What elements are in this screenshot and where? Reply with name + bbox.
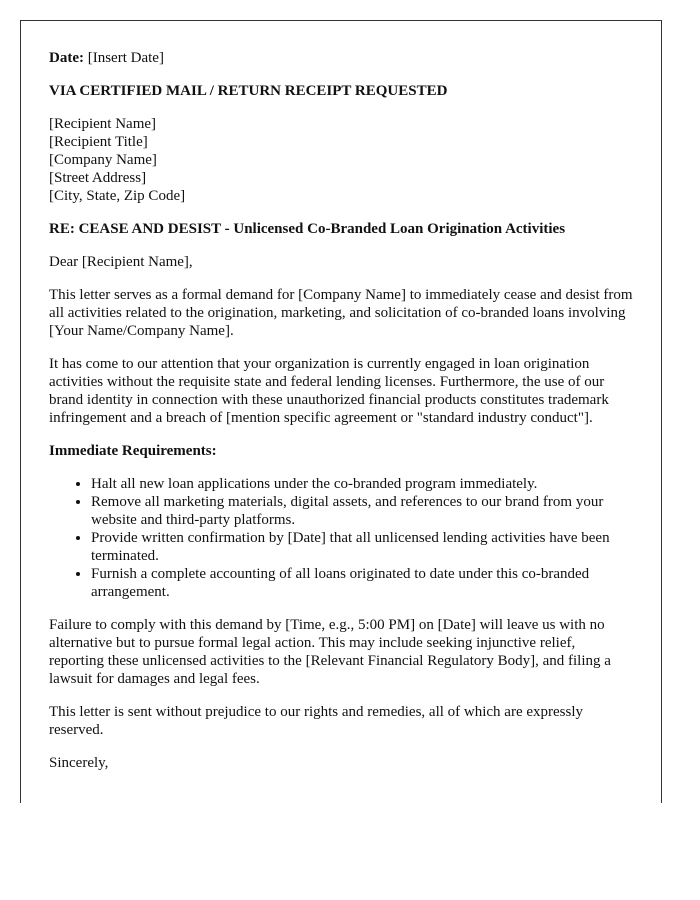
requirement-item: • Remove all marketing materials, digital assets, and references to our brand from your website and third-party platforms.	[91, 493, 633, 529]
paragraph-consequences: Failure to comply with this demand by [Time, e.g., 5:00 PM] on [Date] will leave us with no alternative but to pursue formal legal action. This may include seeking injunctive relief, reporting these unlicensed activities to the [Relevant Financial Regulatory Body], and filing a lawsuit for damages and legal fees.	[49, 617, 611, 687]
requirements-list	[49, 475, 633, 601]
date-label: Date:	[49, 50, 84, 66]
date-line	[49, 49, 633, 67]
recipient-city-state-zip: [City, State, Zip Code]	[49, 188, 186, 204]
date-value: [Insert Date]	[83, 50, 164, 66]
requirements-heading: Immediate Requirements:	[49, 443, 217, 459]
paragraph-violation: It has come to our attention that your organization is currently engaged in loan origination activities without the requisite state and federal lending licenses. Furthermore, the use of our brand identity in connection with these unauthorized financial products constitutes trademark infringement and a breach of [mention specific agreement or "standard industry conduct"].	[49, 356, 609, 426]
paragraph-demand: This letter serves as a formal demand for [Company Name] to immediately cease and desist from all activities related to the origination, marketing, and solicitation of co-branded loans involving [Your Name/Company Name].	[49, 287, 633, 339]
recipient-company: [Company Name]	[49, 152, 157, 168]
recipient-name: [Recipient Name]	[49, 116, 157, 132]
requirement-item: • Halt all new loan applications under the co-branded program immediately.	[91, 475, 633, 493]
recipient-address-block	[49, 115, 633, 205]
salutation: Dear [Recipient Name],	[49, 254, 193, 270]
delivery-method: VIA CERTIFIED MAIL / RETURN RECEIPT REQUESTED	[49, 83, 448, 99]
requirement-item: • Furnish a complete accounting of all loans originated to date under this co-branded arrangement.	[91, 565, 633, 601]
cease-and-desist-letter	[21, 21, 661, 772]
subject-line: RE: CEASE AND DESIST - Unlicensed Co-Branded Loan Origination Activities	[49, 221, 566, 237]
recipient-title: [Recipient Title]	[49, 134, 148, 150]
letter-page	[20, 20, 662, 803]
recipient-street: [Street Address]	[49, 170, 147, 186]
paragraph-reservation: This letter is sent without prejudice to our rights and remedies, all of which are expressly reserved.	[49, 704, 584, 738]
requirement-item: • Provide written confirmation by [Date] that all unlicensed lending activities have been terminated.	[91, 529, 633, 565]
closing: Sincerely,	[49, 755, 109, 771]
